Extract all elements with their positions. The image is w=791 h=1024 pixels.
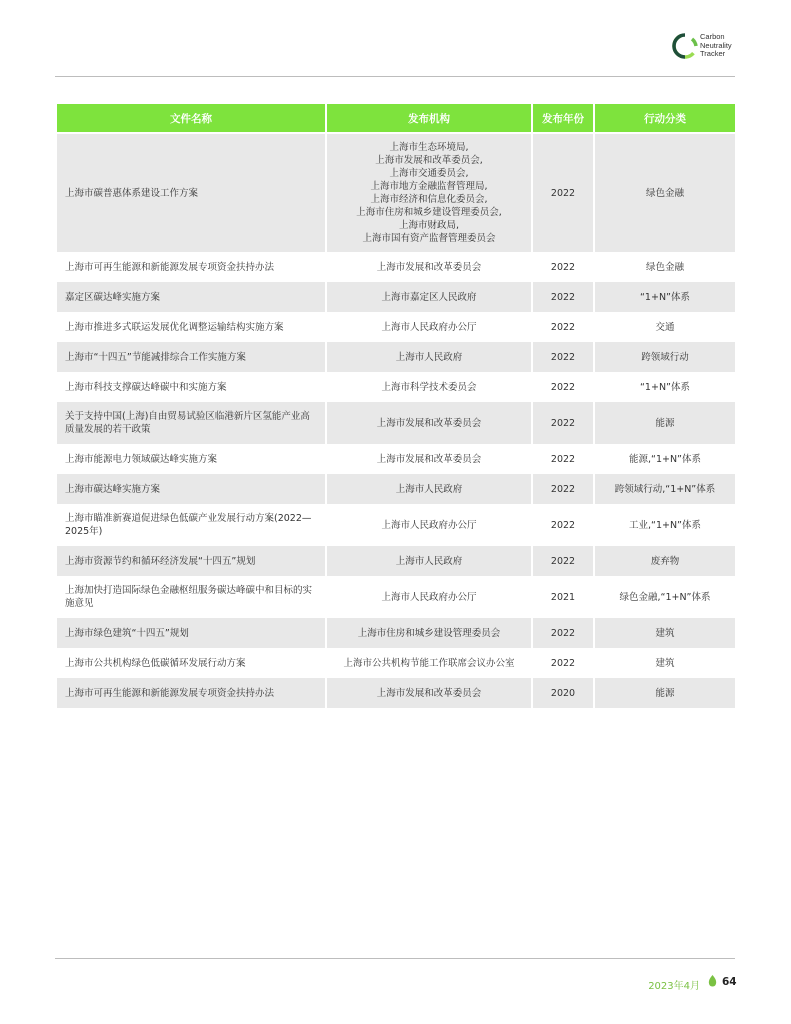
logo-line: Neutrality: [700, 40, 732, 50]
document-name-cell: 上海市“十四五”节能减排综合工作实施方案: [57, 342, 325, 372]
document-name-cell: 上海市资源节约和循环经济发展“十四五”规划: [57, 546, 325, 576]
table-row: [57, 252, 735, 282]
year-cell: 2022: [533, 402, 593, 444]
footer-date: 2023年4月: [648, 981, 700, 992]
agency-line: 上海市交通委员会,: [389, 168, 469, 179]
table-row: [57, 402, 735, 444]
document-name-cell: 关于支持中国(上海)自由贸易试验区临港新片区氢能产业高质量发展的若干政策: [57, 402, 325, 444]
agency-line: 上海市发展和改革委员会,: [375, 155, 483, 166]
year-cell: 2022: [533, 546, 593, 576]
document-name-cell: 上海加快打造国际绿色金融枢纽服务碳达峰碳中和目标的实施意见: [57, 576, 325, 618]
carbon-neutrality-logo-icon: [672, 33, 698, 59]
table-header-row: [57, 104, 735, 134]
agency-cell: 上海市嘉定区人民政府: [327, 282, 531, 312]
document-name-cell: 上海市科技支撑碳达峰碳中和实施方案: [57, 372, 325, 402]
table-row: [57, 504, 735, 546]
table-row: [57, 342, 735, 372]
document-name-cell: 嘉定区碳达峰实施方案: [57, 282, 325, 312]
column-header-agency: 发布机构: [327, 104, 531, 134]
document-name-cell: 上海市可再生能源和新能源发展专项资金扶持办法: [57, 678, 325, 708]
category-cell: 能源: [595, 402, 735, 444]
agency-cell: 上海市发展和改革委员会: [327, 678, 531, 708]
agency-cell: 上海市人民政府: [327, 342, 531, 372]
year-cell: 2022: [533, 618, 593, 648]
column-header-document-name: 文件名称: [57, 104, 325, 134]
document-name-cell: 上海市碳普惠体系建设工作方案: [57, 134, 325, 252]
table-row: [57, 444, 735, 474]
category-cell: 建筑: [595, 618, 735, 648]
category-cell: 跨领域行动,“1+N”体系: [595, 474, 735, 504]
policy-documents-table: [55, 104, 737, 708]
category-cell: 绿色金融: [595, 252, 735, 282]
logo-line: Tracker: [700, 49, 726, 58]
agency-cell: 上海市人民政府办公厅: [327, 312, 531, 342]
category-cell: 绿色金融: [595, 134, 735, 252]
document-name-cell: 上海市推进多式联运发展优化调整运输结构实施方案: [57, 312, 325, 342]
agency-cell: 上海市发展和改革委员会: [327, 444, 531, 474]
agency-cell: 上海市人民政府: [327, 546, 531, 576]
agency-line: 上海市国有资产监督管理委员会: [362, 233, 496, 244]
category-cell: 交通: [595, 312, 735, 342]
category-cell: 绿色金融,“1+N”体系: [595, 576, 735, 618]
page-number: 64: [722, 976, 737, 988]
table-row: [57, 648, 735, 678]
category-cell: “1+N”体系: [595, 372, 735, 402]
document-name-cell: 上海市能源电力领域碳达峰实施方案: [57, 444, 325, 474]
category-cell: 跨领域行动: [595, 342, 735, 372]
agency-cell: 上海市住房和城乡建设管理委员会: [327, 618, 531, 648]
agency-cell: 上海市人民政府办公厅: [327, 576, 531, 618]
category-cell: 能源: [595, 678, 735, 708]
agency-line: 上海市地方金融监督管理局,: [370, 181, 488, 192]
year-cell: 2021: [533, 576, 593, 618]
year-cell: 2022: [533, 474, 593, 504]
agency-cell: 上海市人民政府办公厅: [327, 504, 531, 546]
footer-divider: [55, 958, 735, 959]
agency-line: 上海市生态环境局,: [389, 142, 469, 153]
document-name-cell: 上海市可再生能源和新能源发展专项资金扶持办法: [57, 252, 325, 282]
year-cell: 2022: [533, 504, 593, 546]
category-cell: 能源,“1+N”体系: [595, 444, 735, 474]
header-divider: [55, 76, 735, 77]
agency-cell: 上海市公共机构节能工作联席会议办公室: [327, 648, 531, 678]
document-name-cell: 上海市公共机构绿色低碳循环发展行动方案: [57, 648, 325, 678]
logo-text: [700, 33, 732, 59]
document-name-cell: 上海市碳达峰实施方案: [57, 474, 325, 504]
agency-line: 上海市财政局,: [398, 220, 460, 231]
logo: [672, 33, 752, 63]
table-row: [57, 372, 735, 402]
agency-cell: 上海市人民政府: [327, 474, 531, 504]
table-row: [57, 282, 735, 312]
agency-cell: [327, 134, 531, 252]
table-row: [57, 618, 735, 648]
column-header-category: 行动分类: [595, 104, 735, 134]
document-name-cell: 上海市瞄准新赛道促进绿色低碳产业发展行动方案(2022—2025年): [57, 504, 325, 546]
table-row: [57, 134, 735, 252]
agency-line: 上海市住房和城乡建设管理委员会,: [356, 207, 502, 218]
year-cell: 2022: [533, 444, 593, 474]
year-cell: 2022: [533, 342, 593, 372]
document-name-cell: 上海市绿色建筑“十四五”规划: [57, 618, 325, 648]
agency-cell: 上海市发展和改革委员会: [327, 402, 531, 444]
table-row: [57, 576, 735, 618]
category-cell: 工业,“1+N”体系: [595, 504, 735, 546]
leaf-icon: [708, 975, 717, 988]
year-cell: 2020: [533, 678, 593, 708]
agency-cell: 上海市发展和改革委员会: [327, 252, 531, 282]
agency-line: 上海市经济和信息化委员会,: [370, 194, 488, 205]
year-cell: 2022: [533, 252, 593, 282]
year-cell: 2022: [533, 372, 593, 402]
table-row: [57, 312, 735, 342]
category-cell: 废弃物: [595, 546, 735, 576]
category-cell: “1+N”体系: [595, 282, 735, 312]
year-cell: 2022: [533, 648, 593, 678]
year-cell: 2022: [533, 282, 593, 312]
logo-line: Carbon: [700, 32, 725, 41]
year-cell: 2022: [533, 312, 593, 342]
agency-cell: 上海市科学技术委员会: [327, 372, 531, 402]
table-row: [57, 546, 735, 576]
table-row: [57, 678, 735, 708]
column-header-year: 发布年份: [533, 104, 593, 134]
year-cell: 2022: [533, 134, 593, 252]
category-cell: 建筑: [595, 648, 735, 678]
table-row: [57, 474, 735, 504]
